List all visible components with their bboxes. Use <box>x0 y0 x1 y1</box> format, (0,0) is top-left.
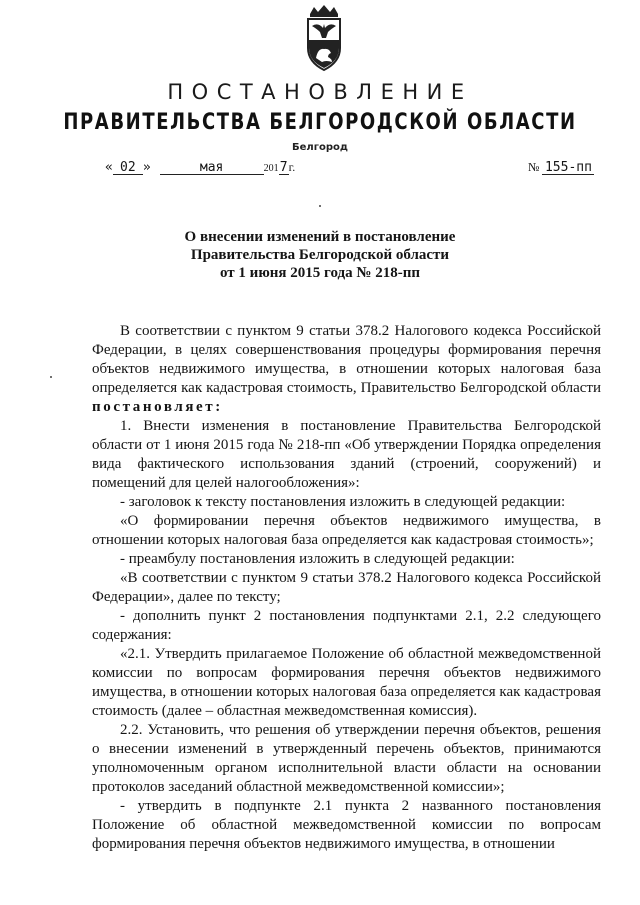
body-paragraph <box>92 322 601 417</box>
body-paragraph: 2.2. Установить, что решения об утверждении перечня объектов, решения о внесении изменений в утвержденный перечень объектов, принимаются уполномоченным органом исполнительной власти области на основании протоколов заседаний областной межведомственной комиссии»; <box>92 722 601 795</box>
document-type-title: ПОСТАНОВЛЕНИЕ <box>167 80 473 104</box>
date-close-quote: » <box>142 160 151 175</box>
scan-speck <box>50 376 52 378</box>
date-year-digit: 7 <box>279 160 288 175</box>
date-year-prefix: 201 <box>263 163 279 174</box>
heading-line: Правительства Белгородской области <box>190 247 450 263</box>
body-paragraph: - преамбулу постановления изложить в следующей редакции: <box>120 551 515 567</box>
date-open-quote: « <box>105 160 113 175</box>
number-label: № <box>528 160 540 174</box>
document-number-line <box>528 160 594 175</box>
body-paragraph: «2.1. Утвердить прилагаемое Положение об областной межведомственной комиссии по вопросам формирования перечня объектов недвижимого имущества, в отношении которых налоговая база определяется как кадастровая стоимость (далее – областная межведомственная комиссия). <box>92 646 601 719</box>
date-day: 02 <box>113 161 143 175</box>
date-line <box>105 160 295 175</box>
date-year-suffix: г. <box>288 160 296 174</box>
body-paragraph: - заголовок к тексту постановления изложить в следующей редакции: <box>120 494 566 510</box>
document-body <box>92 322 601 854</box>
heading-line: от 1 июня 2015 года № 218-пп <box>220 265 420 281</box>
preamble-text: В соответствии с пунктом 9 статьи 378.2 Налогового кодекса Российской Федерации, в целях совершенствования процедуры формирования перечня объектов недвижимого имущества, в отношении которых налоговая база определяется как кадастровая стоимость, Правительство Белгородской области <box>92 323 601 396</box>
resolves-word: постановляет: <box>92 399 223 415</box>
document-number: 155-пп <box>542 161 594 175</box>
scan-speck <box>319 205 321 207</box>
coat-of-arms-emblem <box>304 4 344 72</box>
body-paragraph: - дополнить пункт 2 постановления подпунктами 2.1, 2.2 следующего содержания: <box>92 608 601 643</box>
body-paragraph: «В соответствии с пунктом 9 статьи 378.2 Налогового кодекса Российской Федерации», далее по тексту; <box>92 570 601 605</box>
body-paragraph: - утвердить в подпункте 2.1 пункта 2 названного постановления Положение об областной межведомственной комиссии по вопросам формирования перечня объектов недвижимого имущества, в отношении <box>92 798 601 852</box>
document-heading <box>0 228 640 282</box>
date-month: мая <box>160 161 264 175</box>
body-paragraph: 1. Внести изменения в постановление Правительства Белгородской области от 1 июня 2015 года № 218-пп «Об утверждении Порядка определения вида фактического использования зданий (строений, сооружений) и помещений для целей налогообложения»: <box>92 418 601 491</box>
heading-line: О внесении изменений в постановление <box>184 229 456 245</box>
city-name: Белгород <box>292 142 348 153</box>
body-paragraph: «О формировании перечня объектов недвижимого имущества, в отношении которых налоговая база определяется как кадастровая стоимость»; <box>92 513 601 548</box>
issuing-body-title: ПРАВИТЕЛЬСТВА БЕЛГОРОДСКОЙ ОБЛАСТИ <box>63 109 577 136</box>
